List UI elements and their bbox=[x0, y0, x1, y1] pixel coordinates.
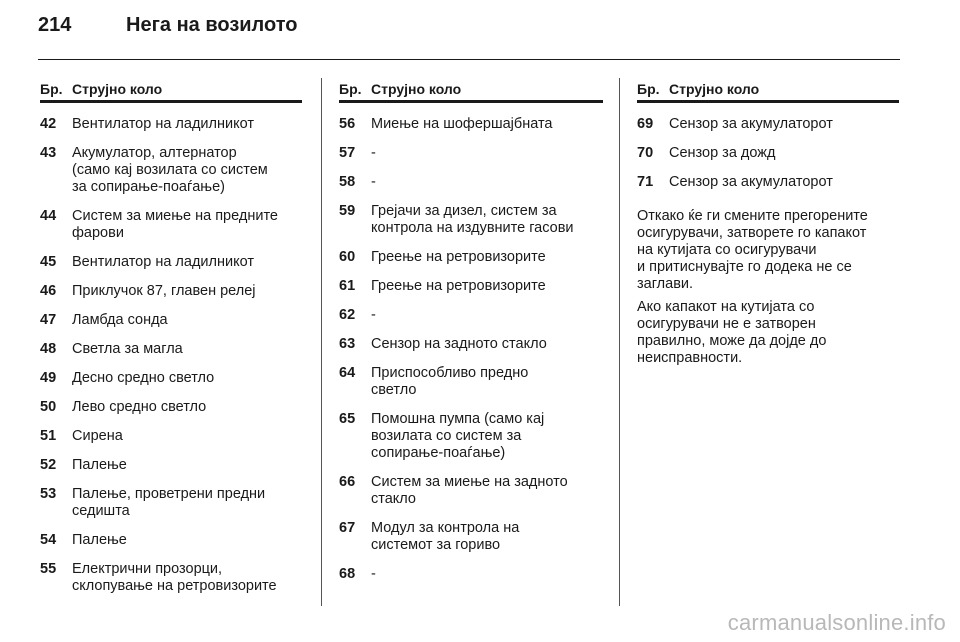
circuit-description: Систем за миење на задното стакло bbox=[371, 474, 568, 507]
fuse-number: 61 bbox=[339, 278, 356, 294]
table-row bbox=[40, 370, 302, 387]
table-row bbox=[40, 283, 302, 300]
header-number: Бр. bbox=[339, 81, 362, 97]
circuit-description: Акумулатор, алтернатор (само кај возилата со систем за сопирање-поаѓање) bbox=[72, 145, 268, 195]
table-row bbox=[339, 566, 603, 583]
fuse-number: 63 bbox=[339, 336, 356, 352]
circuit-description: - bbox=[371, 307, 376, 323]
fuse-table-column-3 bbox=[637, 80, 899, 367]
header-circuit: Струјно коло bbox=[371, 81, 462, 97]
table-row bbox=[339, 278, 603, 295]
table-row bbox=[339, 116, 603, 133]
note-paragraph: Откако ќе ги смените прегорените осигурувачи, затворете го капакот на кутијата со осигурувачи и притиснувајте го додека не се заглави. bbox=[637, 208, 868, 292]
table-header bbox=[40, 80, 302, 103]
fuse-number: 42 bbox=[40, 116, 57, 132]
circuit-description: Вентилатор на ладилникот bbox=[72, 116, 254, 132]
fuse-number: 66 bbox=[339, 474, 356, 490]
fuse-number: 50 bbox=[40, 399, 57, 415]
circuit-description: Греење на ретровизорите bbox=[371, 278, 546, 294]
table-row bbox=[40, 208, 302, 242]
table-rows bbox=[339, 116, 603, 583]
table-row bbox=[40, 254, 302, 271]
table-rows bbox=[40, 116, 302, 595]
table-row bbox=[40, 145, 302, 196]
circuit-description: Приспособливо предно светло bbox=[371, 365, 529, 398]
circuit-description: Светла за магла bbox=[72, 341, 183, 357]
circuit-description: Лево средно светло bbox=[72, 399, 207, 415]
circuit-description: Палење, проветрени предни седишта bbox=[72, 486, 266, 519]
table-row bbox=[339, 336, 603, 353]
fuse-number: 57 bbox=[339, 145, 356, 161]
fuse-number: 45 bbox=[40, 254, 57, 270]
page-number: 214 bbox=[38, 14, 72, 36]
fuse-number: 68 bbox=[339, 566, 356, 582]
fuse-number: 53 bbox=[40, 486, 57, 502]
table-row bbox=[40, 116, 302, 133]
column-divider bbox=[321, 78, 322, 606]
fuse-number: 47 bbox=[40, 312, 57, 328]
column-divider bbox=[619, 78, 620, 606]
table-row bbox=[637, 116, 899, 133]
table-row bbox=[339, 203, 603, 237]
table-row bbox=[339, 249, 603, 266]
fuse-number: 71 bbox=[637, 174, 654, 190]
fuse-number: 58 bbox=[339, 174, 356, 190]
table-row bbox=[637, 174, 899, 191]
circuit-description: Палење bbox=[72, 532, 127, 548]
header-divider bbox=[38, 59, 900, 60]
fuse-number: 65 bbox=[339, 411, 356, 427]
header-number: Бр. bbox=[40, 81, 63, 97]
circuit-description: Модул за контрола на системот за гориво bbox=[371, 520, 520, 553]
table-row bbox=[40, 532, 302, 549]
circuit-description: Сензор за акумулаторот bbox=[669, 174, 833, 190]
fuse-number: 54 bbox=[40, 532, 57, 548]
table-row bbox=[40, 486, 302, 520]
circuit-description: Десно средно светло bbox=[72, 370, 215, 386]
page-title: Нега на возилото bbox=[126, 14, 298, 36]
circuit-description: Сензор за дожд bbox=[669, 145, 776, 161]
table-row bbox=[40, 561, 302, 595]
circuit-description: - bbox=[371, 145, 376, 161]
fuse-number: 62 bbox=[339, 307, 356, 323]
fuse-number: 48 bbox=[40, 341, 57, 357]
table-row bbox=[40, 341, 302, 358]
fuse-number: 43 bbox=[40, 145, 57, 161]
header-circuit: Струјно коло bbox=[669, 81, 760, 97]
table-rows bbox=[637, 116, 899, 191]
fuse-number: 59 bbox=[339, 203, 356, 219]
table-header bbox=[339, 80, 603, 103]
table-row bbox=[339, 520, 603, 554]
table-row bbox=[40, 428, 302, 445]
note-paragraph: Ако капакот на кутијата со осигурувачи не е затворен правилно, може да дојде до неисправности. bbox=[637, 299, 827, 366]
fuse-number: 55 bbox=[40, 561, 57, 577]
circuit-description: Сирена bbox=[72, 428, 123, 444]
fuse-number: 52 bbox=[40, 457, 57, 473]
circuit-description: Вентилатор на ладилникот bbox=[72, 254, 254, 270]
fuse-number: 67 bbox=[339, 520, 356, 536]
table-row bbox=[339, 145, 603, 162]
circuit-description: Приклучок 87, главен релеј bbox=[72, 283, 256, 299]
circuit-description: - bbox=[371, 566, 376, 582]
table-row bbox=[40, 457, 302, 474]
circuit-description: Грејачи за дизел, систем за контрола на издувните гасови bbox=[371, 203, 574, 236]
fuse-number: 64 bbox=[339, 365, 356, 381]
fuse-table-column-2 bbox=[339, 80, 603, 583]
table-row bbox=[339, 474, 603, 508]
header-number: Бр. bbox=[637, 81, 660, 97]
circuit-description: Помошна пумпа (само кај возилата со систем за сопирање-поаѓање) bbox=[371, 411, 545, 461]
fuse-number: 70 bbox=[637, 145, 654, 161]
table-row bbox=[637, 145, 899, 162]
circuit-description: Електрични прозорци, склопување на ретровизорите bbox=[72, 561, 277, 594]
fuse-number: 60 bbox=[339, 249, 356, 265]
circuit-description: Сензор за акумулаторот bbox=[669, 116, 833, 132]
watermark: carmanualsonline.info bbox=[727, 610, 946, 635]
table-row bbox=[40, 312, 302, 329]
header-circuit: Струјно коло bbox=[72, 81, 163, 97]
circuit-description: Ламбда сонда bbox=[72, 312, 168, 328]
circuit-description: Миење на шофершајбната bbox=[371, 116, 553, 132]
fuse-number: 46 bbox=[40, 283, 57, 299]
table-row bbox=[40, 399, 302, 416]
fuse-number: 56 bbox=[339, 116, 356, 132]
circuit-description: Палење bbox=[72, 457, 127, 473]
fuse-table-column-1 bbox=[40, 80, 302, 595]
circuit-description: - bbox=[371, 174, 376, 190]
fuse-number: 49 bbox=[40, 370, 57, 386]
table-row bbox=[339, 174, 603, 191]
table-header bbox=[637, 80, 899, 103]
fuse-number: 69 bbox=[637, 116, 654, 132]
page-header bbox=[38, 14, 900, 52]
circuit-description: Сензор на задното стакло bbox=[371, 336, 547, 352]
table-row bbox=[339, 307, 603, 324]
fuse-number: 44 bbox=[40, 208, 57, 224]
table-row bbox=[339, 411, 603, 462]
circuit-description: Греење на ретровизорите bbox=[371, 249, 546, 265]
table-row bbox=[339, 365, 603, 399]
fuse-number: 51 bbox=[40, 428, 57, 444]
circuit-description: Систем за миење на предните фарови bbox=[72, 208, 278, 241]
